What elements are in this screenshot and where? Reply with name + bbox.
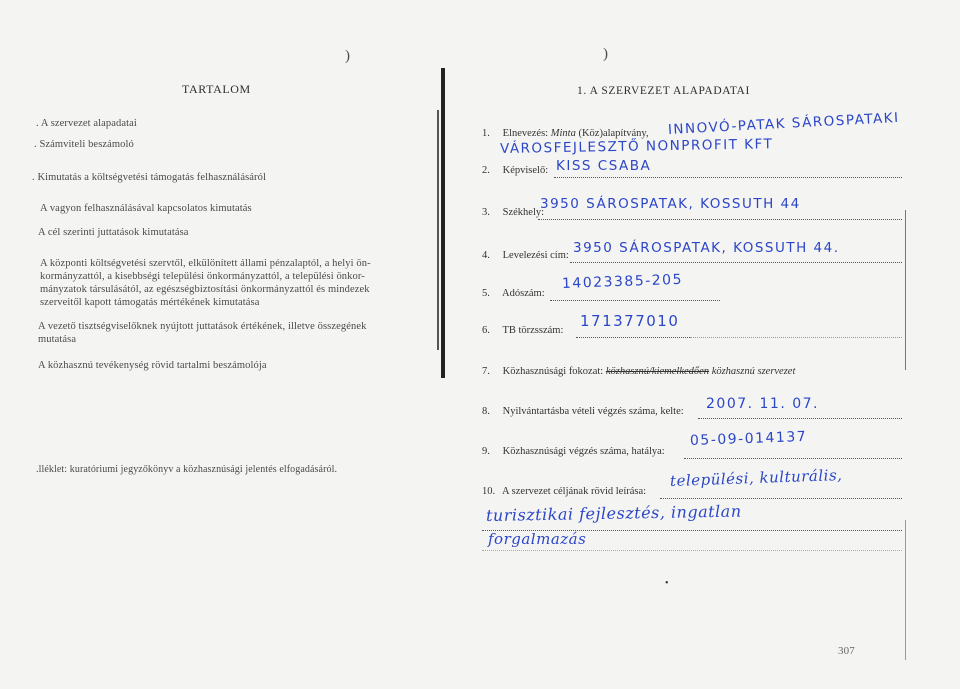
row-label: Levelezési cím: bbox=[502, 250, 569, 261]
toc-paragraph-support bbox=[40, 257, 371, 309]
dotted-line bbox=[684, 458, 902, 459]
toc-annex: .lléklet: kuratóriumi jegyzőkönyv a közhasznúsági jelentés elfogadásáról. bbox=[36, 464, 338, 475]
row-number: 2. bbox=[482, 165, 490, 176]
dotted-line bbox=[690, 337, 902, 338]
handwritten-purpose-line2: turisztikai fejlesztés, ingatlan bbox=[485, 501, 742, 525]
form-row-seat bbox=[482, 207, 544, 218]
row-number: 7. bbox=[482, 366, 490, 377]
toc-item: . Számviteli beszámoló bbox=[34, 139, 134, 150]
form-row-representative bbox=[482, 165, 548, 176]
row-number: 1. bbox=[482, 128, 490, 139]
toc-item: A közhasznú tevékenység rövid tartalmi beszámolója bbox=[38, 360, 267, 371]
page-number: 307 bbox=[838, 645, 855, 657]
toc-paragraph-line: A vezető tisztségviselőknek nyújtott juttatások értékének, illetve összegének bbox=[38, 321, 367, 332]
handwritten-purpose-line1: települési, kulturális, bbox=[669, 465, 843, 490]
row-label-italic: Minta bbox=[550, 128, 576, 139]
left-page-title: TARTALOM bbox=[182, 82, 251, 96]
row-number: 10. bbox=[482, 486, 496, 497]
handwritten-representative: KISS CSABA bbox=[556, 158, 652, 174]
toc-paragraph-line: mutatása bbox=[38, 334, 77, 345]
form-row-tax-number bbox=[482, 288, 545, 299]
row-label: Közhasznúsági végzés száma, hatálya: bbox=[502, 446, 665, 457]
form-row-name bbox=[482, 128, 649, 139]
toc-item: A cél szerinti juttatások kimutatása bbox=[38, 227, 189, 238]
scan-dot: • bbox=[665, 578, 669, 589]
handwritten-tax-number: 14023385-205 bbox=[561, 271, 684, 292]
toc-item: . A szervezet alapadatai bbox=[36, 118, 137, 129]
row-number: 5. bbox=[482, 288, 490, 299]
row-number: 6. bbox=[482, 325, 490, 336]
form-row-mailing-address bbox=[482, 250, 569, 261]
page-edge-line bbox=[905, 210, 906, 370]
binding-shadow bbox=[441, 68, 445, 378]
form-row-public-benefit-level bbox=[482, 366, 795, 377]
row-label: TB törzsszám: bbox=[502, 325, 564, 336]
page-edge-line-lower bbox=[905, 520, 906, 660]
dotted-line bbox=[482, 550, 902, 551]
toc-paragraph-line: A központi költségvetési szervtől, elkülönített állami pénzalaptól, a helyi ön- bbox=[40, 258, 371, 269]
row-number: 8. bbox=[482, 406, 490, 417]
handwritten-registration-date: 2007. 11. 07. bbox=[706, 396, 820, 412]
dotted-line bbox=[538, 219, 902, 220]
toc-item: . Kimutatás a költségvetési támogatás felhasználásáról bbox=[32, 172, 266, 183]
row-label: Székhely: bbox=[502, 207, 545, 218]
row-number: 4. bbox=[482, 250, 490, 261]
toc-paragraph-officers bbox=[38, 320, 366, 346]
row-label-rest: (Köz)alapítvány, bbox=[575, 128, 649, 139]
toc-paragraph-line: szerveitől kapott támogatás mértékének kimutatása bbox=[40, 297, 260, 308]
right-top-mark: ) bbox=[603, 46, 609, 62]
toc-paragraph-line: mányzatok társulásától, az egészségbiztosítási önkormányzattól és mindezek bbox=[40, 284, 370, 295]
row-label: A szervezet céljának rövid leírása: bbox=[502, 486, 647, 497]
row-label: Nyilvántartásba vételi végzés száma, kelte: bbox=[502, 406, 684, 417]
row-label: Adószám: bbox=[502, 288, 545, 299]
row-label: Képviselő: bbox=[502, 165, 549, 176]
toc-paragraph-line: kormányzattól, a kisebbségi települési önkormányzattól, a települési önkor- bbox=[40, 271, 365, 282]
handwritten-tb-number: 171377010 bbox=[580, 312, 680, 330]
left-top-mark: ) bbox=[345, 48, 351, 64]
handwritten-mailing-address: 3950 SÁROSPATAK, KOSSUTH 44. bbox=[573, 240, 840, 256]
handwritten-name-line2: VÁROSFEJLESZTŐ NONPROFIT KFT bbox=[499, 136, 774, 157]
handwritten-purpose-line3: forgalmazás bbox=[488, 530, 587, 548]
form-row-purpose bbox=[482, 486, 646, 497]
handwritten-seat: 3950 SÁROSPATAK, KOSSUTH 44 bbox=[540, 196, 801, 212]
form-row-tb-number bbox=[482, 325, 563, 336]
form-row-public-benefit-order bbox=[482, 446, 665, 457]
row-number: 3. bbox=[482, 207, 490, 218]
right-page-title: 1. A SZERVEZET ALAPADATAI bbox=[577, 85, 750, 97]
dotted-line bbox=[660, 498, 902, 499]
form-row-registration bbox=[482, 406, 684, 417]
row-label: Elnevezés: bbox=[502, 128, 551, 139]
dotted-line bbox=[570, 262, 902, 263]
row-label-struck: közhasznú/kiemelkedően bbox=[605, 366, 710, 377]
handwritten-public-benefit-order: 05-09-014137 bbox=[689, 428, 808, 449]
row-number: 9. bbox=[482, 446, 490, 457]
binding-shadow-inner bbox=[437, 110, 439, 350]
toc-item: A vagyon felhasználásával kapcsolatos kimutatás bbox=[40, 203, 252, 214]
handwritten-name-line1: INNOVÓ-PATAK SÁROSPATAKI bbox=[667, 109, 900, 138]
dotted-line bbox=[554, 177, 902, 178]
dotted-line bbox=[698, 418, 902, 419]
row-label-tail: közhasznú szervezet bbox=[711, 366, 796, 377]
dotted-line bbox=[550, 300, 720, 301]
row-label: Közhasznúsági fokozat: bbox=[502, 366, 604, 377]
